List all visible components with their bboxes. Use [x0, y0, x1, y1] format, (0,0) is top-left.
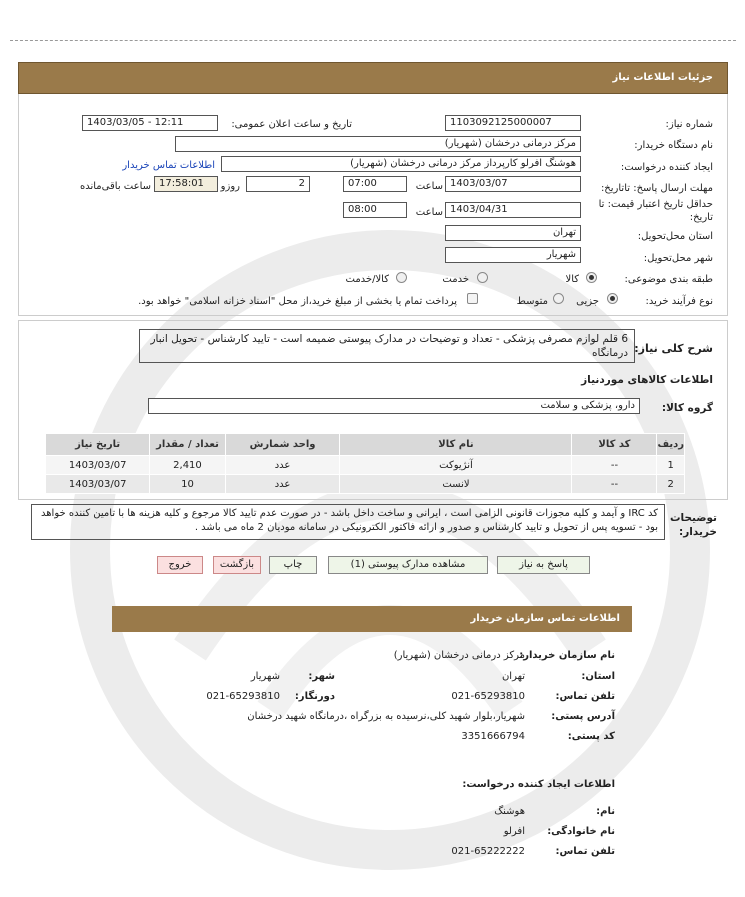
back-button[interactable]: بازگشت — [213, 556, 261, 574]
cell-unit: عدد — [225, 475, 340, 494]
remaining-label: ساعت باقی‌مانده — [79, 181, 151, 192]
attachments-button[interactable]: مشاهده مدارک پیوستی (1) — [328, 556, 488, 574]
city-label: شهر محل‌تحویل: — [643, 253, 713, 264]
remaining-time-field: 17:58:01 — [154, 176, 218, 192]
creator-last-name-label: نام خانوادگی: — [547, 826, 615, 837]
contact-org-label: نام سازمان خریدار: — [519, 650, 615, 661]
contact-province-value: تهران — [501, 671, 525, 682]
contact-address-value: شهریار،بلوار شهید کلی،نرسیده به بزرگراه ،درمانگاه شهید درخشان — [247, 711, 525, 722]
category-option-both: کالا/خدمت — [345, 274, 389, 285]
creator-field: هوشنگ افرلو کارپرداز مرکز درمانی درخشان (شهریار) — [221, 156, 581, 172]
process-radio-medium[interactable] — [553, 293, 564, 304]
contact-header — [112, 606, 632, 632]
treasury-note: پرداخت تمام یا بخشی از مبلغ خرید،از محل "اسناد خزانه اسلامی" خواهد بود. — [138, 296, 457, 307]
category-radio-both[interactable] — [396, 272, 407, 283]
buyer-org-field: مرکز درمانی درخشان (شهریار) — [175, 136, 581, 152]
buyer-contact-link[interactable]: اطلاعات تماس خریدار — [122, 160, 215, 171]
deadline-date-field: 1403/03/07 — [445, 176, 581, 192]
category-option-goods: کالا — [565, 274, 579, 285]
process-label: نوع فرآیند خرید: — [645, 296, 713, 307]
process-option-minor: جزیی — [576, 296, 599, 307]
buyer-org-label: نام دستگاه خریدار: — [634, 140, 713, 151]
goods-table — [45, 433, 685, 494]
cell-row: 1 — [657, 456, 685, 475]
need-number-field: 1103092125000007 — [445, 115, 581, 131]
deadline-time-label: ساعت — [415, 181, 443, 192]
deadline-label: مهلت ارسال پاسخ: تاتاریخ: — [600, 183, 713, 194]
category-option-service: خدمت — [442, 274, 469, 285]
top-divider — [10, 40, 736, 41]
contact-fax-value: 021-65293810 — [206, 691, 280, 702]
announce-field: 1403/03/05 - 12:11 — [82, 115, 218, 131]
contact-title: اطلاعات تماس سازمان خریدار — [470, 613, 620, 624]
contact-city-value: شهریار — [250, 671, 280, 682]
category-radio-service[interactable] — [477, 272, 488, 283]
validity-date-field: 1403/04/31 — [445, 202, 581, 218]
exit-button[interactable]: خروج — [157, 556, 203, 574]
validity-time-label: ساعت — [415, 207, 443, 218]
cell-code: -- — [572, 475, 657, 494]
cell-name: آنژیوکت — [340, 456, 572, 475]
creator-phone-label: تلفن تماس: — [555, 846, 615, 857]
contact-phone-value: 021-65293810 — [451, 691, 525, 702]
validity-label: حداقل تاریخ اعتبار قیمت: تا — [598, 199, 713, 210]
need-number-label: شماره نیاز: — [665, 119, 713, 130]
notes-text: کد IRC و آیمد و کلیه مجوزات قانونی الزامی است ، ایرانی و ساخت داخل باشد - در صورت عدم تایید کالا مرجوع و کلیه هزینه ها با تامین کننده خواهد بود - تسویه پس از تحویل و تایید کارشناس و صدور و ارائه فاکتور الکترونیکی در سامانه مودیان 2 ماه می باشد . — [31, 504, 665, 540]
days-label: روزو — [220, 181, 240, 192]
contact-province-label: استان: — [581, 671, 615, 682]
validity-label-2: تاریخ: — [689, 212, 713, 223]
contact-phone-label: تلفن تماس: — [555, 691, 615, 702]
col-code: کد کالا — [572, 434, 657, 456]
notes-label-2: خریدار: — [679, 526, 717, 538]
process-radio-minor[interactable] — [607, 293, 618, 304]
contact-org-value: مرکز درمانی درخشان (شهریار) — [393, 650, 525, 661]
treasury-checkbox[interactable] — [467, 293, 478, 304]
print-button[interactable]: چاپ — [269, 556, 317, 574]
col-date: تاریخ نیاز — [46, 434, 150, 456]
cell-name: لانست — [340, 475, 572, 494]
announce-label: تاریخ و ساعت اعلان عمومی: — [231, 119, 352, 130]
details-title: جزئیات اطلاعات نیاز — [612, 72, 713, 83]
cell-date: 1403/03/07 — [46, 456, 150, 475]
goods-group-label: گروه کالا: — [661, 402, 713, 414]
contact-address-label: آدرس پستی: — [551, 711, 615, 722]
cell-date: 1403/03/07 — [46, 475, 150, 494]
deadline-time-field: 07:00 — [343, 176, 407, 192]
creator-phone-value: 021-65222222 — [451, 846, 525, 857]
goods-section-title: اطلاعات کالاهای موردنیاز — [581, 374, 713, 386]
cell-code: -- — [572, 456, 657, 475]
summary-label: شرح کلی نیاز: — [634, 342, 713, 355]
notes-label: توضیحات — [669, 512, 717, 524]
summary-text: 6 قلم لوازم مصرفی پزشکی - تعداد و توضیحات در مدارک پیوستی ضمیمه است - تایید کارشناس - تحویل انبار درمانگاه — [139, 329, 635, 363]
contact-postal-value: 3351666794 — [461, 731, 525, 742]
creator-info-title: اطلاعات ایجاد کننده درخواست: — [462, 779, 615, 790]
contact-postal-label: کد پستی: — [567, 731, 615, 742]
col-name: نام کالا — [340, 434, 572, 456]
col-unit: واحد شمارش — [225, 434, 340, 456]
province-label: استان محل‌تحویل: — [637, 231, 713, 242]
cell-qty: 2,410 — [150, 456, 225, 475]
col-row: ردیف — [657, 434, 685, 456]
cell-qty: 10 — [150, 475, 225, 494]
category-radio-goods[interactable] — [586, 272, 597, 283]
city-field: شهریار — [445, 247, 581, 263]
creator-label: ایجاد کننده درخواست: — [620, 162, 713, 173]
table-row — [46, 456, 685, 475]
province-field: تهران — [445, 225, 581, 241]
table-row — [46, 475, 685, 494]
reply-button[interactable]: پاسخ به نیاز — [497, 556, 590, 574]
contact-fax-label: دورنگار: — [294, 691, 335, 702]
validity-time-field: 08:00 — [343, 202, 407, 218]
contact-city-label: شهر: — [308, 671, 335, 682]
cell-unit: عدد — [225, 456, 340, 475]
cell-row: 2 — [657, 475, 685, 494]
category-label: طبقه بندی موضوعی: — [624, 274, 713, 285]
creator-first-name-value: هوشنگ — [494, 806, 525, 817]
creator-first-name-label: نام: — [596, 806, 615, 817]
col-qty: تعداد / مقدار — [150, 434, 225, 456]
process-option-medium: متوسط — [516, 296, 548, 307]
days-field: 2 — [246, 176, 310, 192]
details-header — [18, 62, 728, 94]
goods-table-header — [46, 434, 685, 456]
creator-last-name-value: افرلو — [503, 826, 525, 837]
goods-group-field: دارو، پزشکی و سلامت — [148, 398, 640, 414]
